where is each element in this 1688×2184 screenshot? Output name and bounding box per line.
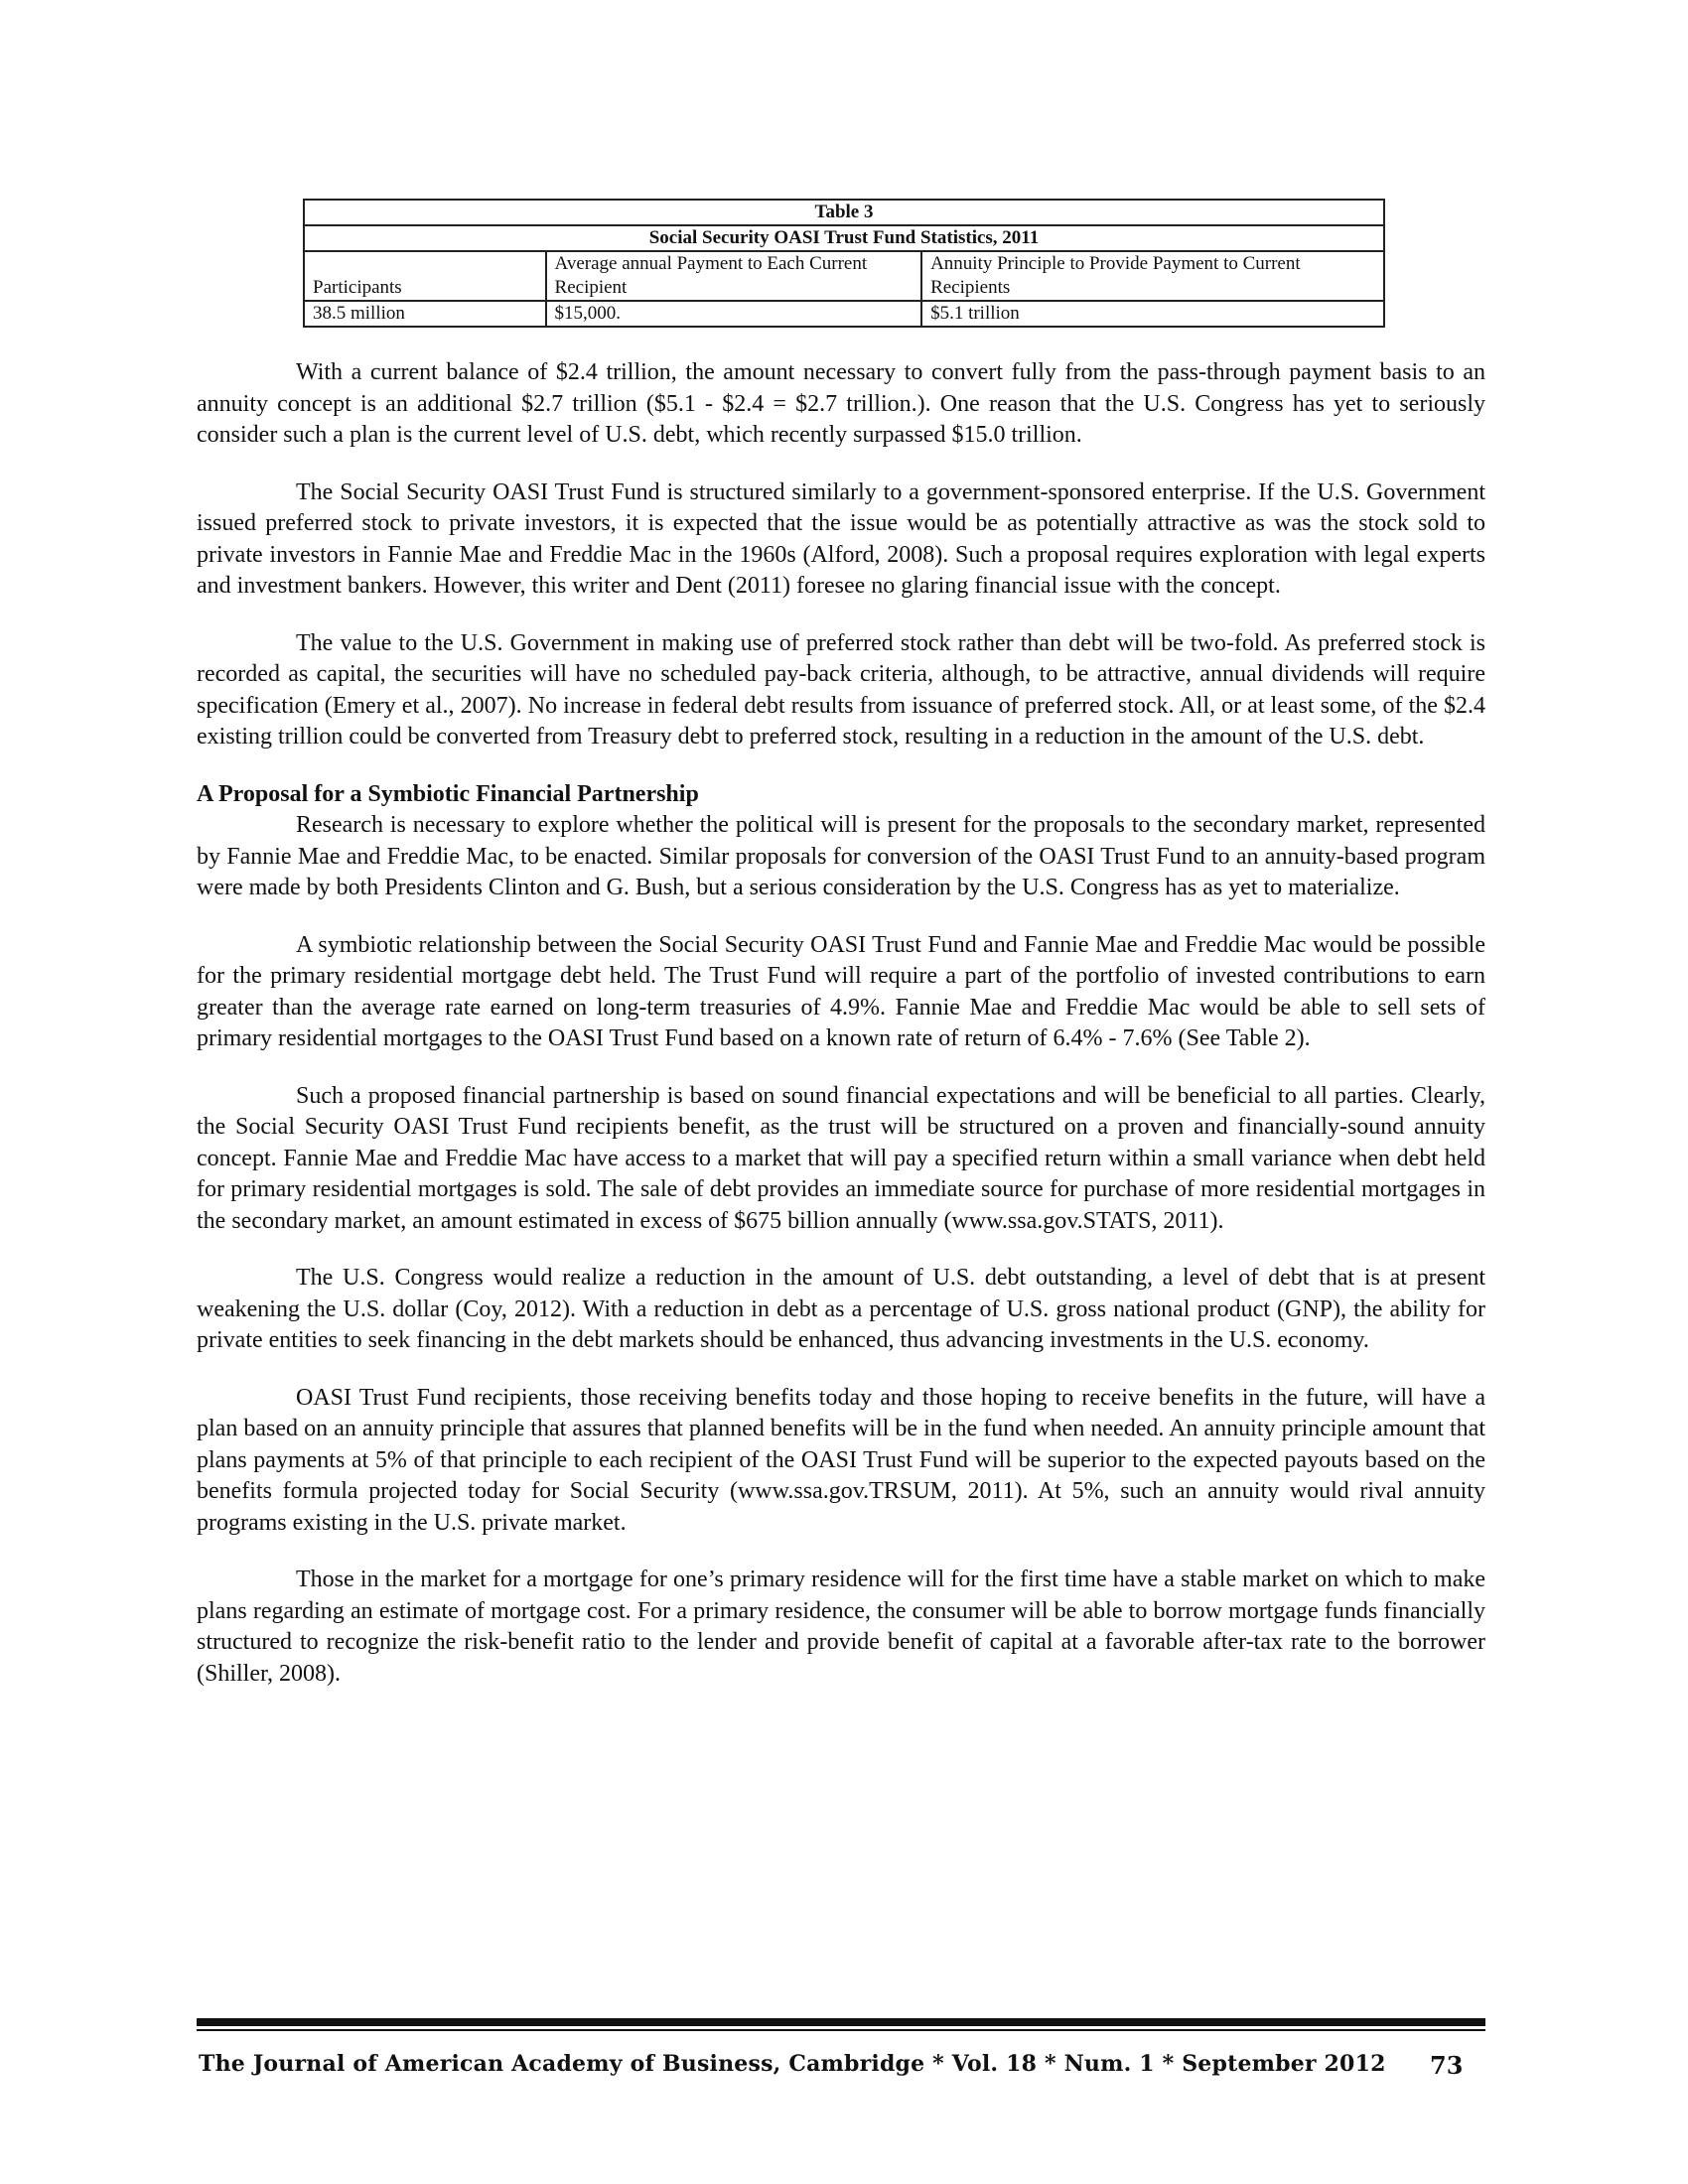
footer-rule-thick — [197, 2018, 1485, 2026]
footer-rule-thin — [197, 2029, 1485, 2031]
table-title: Social Security OASI Trust Fund Statistics, 2011 — [304, 225, 1384, 251]
table-caption: Table 3 — [304, 200, 1384, 225]
paragraph: The value to the U.S. Government in making use of preferred stock rather than debt will be two-fold. As preferred stock is recorded as capital, the securities will have no scheduled pay-back criteria, although, to be attractive, annual dividends will require specification (Emery et al., 2007). No increase in federal debt results from issuance of preferred stock. All, or at least some, of the $2.4 existing trillion could be converted from Treasury debt to preferred stock, resulting in a reduction in the amount of the U.S. debt. — [197, 629, 1485, 750]
table-cell-average-payment: $15,000. — [546, 301, 922, 327]
table-header-annuity-principle: Annuity Principle to Provide Payment to Current Recipients — [921, 251, 1384, 301]
journal-citation: The Journal of American Academy of Business, Cambridge * Vol. 18 * Num. 1 * September 2012 — [199, 2051, 1386, 2077]
table-cell-participants: 38.5 million — [304, 301, 546, 327]
body-text — [197, 357, 1485, 1690]
section-heading: A Proposal for a Symbiotic Financial Partnership — [197, 780, 699, 807]
paragraph: With a current balance of $2.4 trillion, the amount necessary to convert fully from the pass-through payment basis to an annuity concept is an additional $2.7 trillion ($5.1 - $2.4 = $2.7 trillion.). One reason that the U.S. Congress has yet to seriously consider such a plan is the current level of U.S. debt, which recently surpassed $15.0 trillion. — [197, 359, 1485, 448]
table-header-participants: Participants — [304, 251, 546, 301]
paragraph: The U.S. Congress would realize a reduction in the amount of U.S. debt outstanding, a level of debt that is at present weakening the U.S. dollar (Coy, 2012). With a reduction in debt as a percentage of U.S. gross national product (GNP), the ability for private entities to seek financing in the debt markets should be enhanced, thus advancing investments in the U.S. economy. — [197, 1265, 1485, 1353]
paragraph: Those in the market for a mortgage for one’s primary residence will for the first time have a stable market on which to make plans regarding an estimate of mortgage cost. For a primary residence, the consumer will be able to borrow mortgage funds financially structured to recognize the risk-benefit ratio to the lender and provide benefit of capital at a favorable after-tax rate to the borrower (Shiller, 2008). — [197, 1567, 1485, 1687]
table-cell-annuity-principle: $5.1 trillion — [921, 301, 1384, 327]
page-number: 73 — [1430, 2051, 1464, 2080]
paragraph: A symbiotic relationship between the Social Security OASI Trust Fund and Fannie Mae and Freddie Mac would be possible for the primary residential mortgage debt held. The Trust Fund will require a part of the portfolio of invested contributions to earn greater than the average rate earned on long-term treasuries of 4.9%. Fannie Mae and Freddie Mac would be able to sell sets of primary residential mortgages to the OASI Trust Fund based on a known rate of return of 6.4% - 7.6% (See Table 2). — [197, 931, 1485, 1051]
paragraph: Such a proposed financial partnership is based on sound financial expectations and will be beneficial to all parties. Clearly, the Social Security OASI Trust Fund recipients benefit, as the trust will be structured on a proven and financially-sound annuity concept. Fannie Mae and Freddie Mac have access to a market that will pay a specified return within a small variance when debt held for primary residential mortgages is sold. The sale of debt provides an immediate source for purchase of more residential mortgages in the secondary market, an amount estimated in excess of $675 billion annually (www.ssa.gov.STATS, 2011). — [197, 1082, 1485, 1234]
paragraph: OASI Trust Fund recipients, those receiving benefits today and those hoping to receive benefits in the future, will have a plan based on an annuity principle that assures that planned benefits will be in the fund when needed. An annuity principle amount that plans payments at 5% of that principle to each recipient of the OASI Trust Fund will be superior to the expected payouts based on the benefits formula projected today for Social Security (www.ssa.gov.TRSUM, 2011). At 5%, such an annuity would rival annuity programs existing in the U.S. private market. — [197, 1384, 1485, 1536]
table-header-average-payment: Average annual Payment to Each Current Recipient — [546, 251, 922, 301]
paragraph: The Social Security OASI Trust Fund is structured similarly to a government-sponsored enterprise. If the U.S. Government issued preferred stock to private investors, it is expected that the issue would be as potentially attractive as was the stock sold to private investors in Fannie Mae and Freddie Mac in the 1960s (Alford, 2008). Such a proposal requires exploration with legal experts and investment bankers. However, this writer and Dent (2011) foresee no glaring financial issue with the concept. — [197, 478, 1485, 599]
statistics-table — [303, 199, 1385, 328]
paragraph: Research is necessary to explore whether the political will is present for the proposals to the secondary market, represented by Fannie Mae and Freddie Mac, to be enacted. Similar proposals for conversion of the OASI Trust Fund to an annuity-based program were made by both Presidents Clinton and G. Bush, but a serious consideration by the U.S. Congress has as yet to materialize. — [197, 812, 1485, 900]
